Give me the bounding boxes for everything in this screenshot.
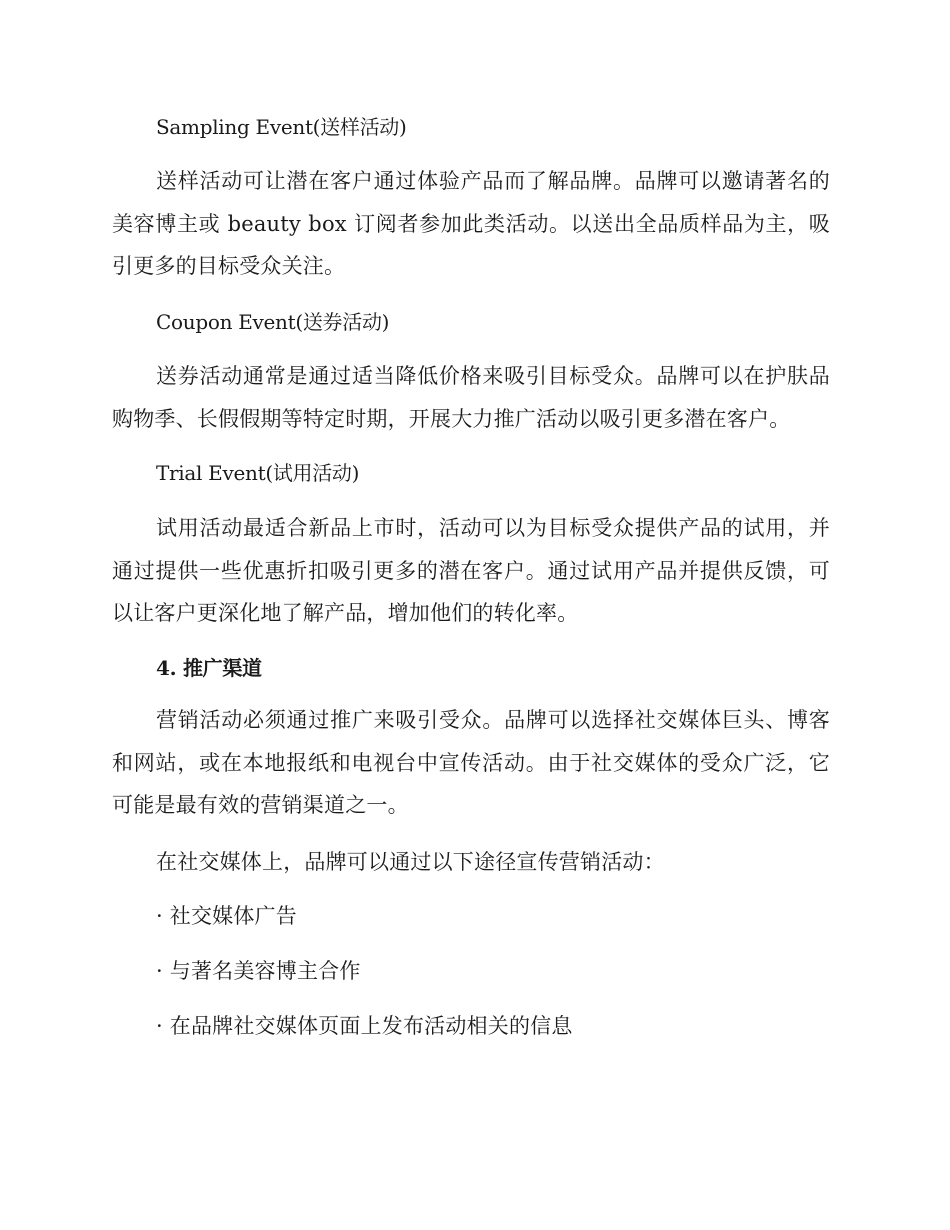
- coupon-event-heading: Coupon Event(送券活动): [156, 310, 390, 334]
- social-media-intro: 在社交媒体上，品牌可以通过以下途径宣传营销活动：: [156, 850, 665, 874]
- list-item: · 社交媒体广告: [156, 904, 297, 928]
- promotion-channels-paragraph: 营销活动必须通过推广来吸引受众。品牌可以选择社交媒体巨头、博客和网站，或在本地报纸和电视台中宣传活动。由于社交媒体的受众广泛，它可能是最有效的营销渠道之一。: [112, 708, 830, 817]
- list-item: · 在品牌社交媒体页面上发布活动相关的信息: [156, 1014, 573, 1038]
- sampling-event-heading: Sampling Event(送样活动): [156, 115, 407, 139]
- trial-event-paragraph: 试用活动最适合新品上市时，活动可以为目标受众提供产品的试用，并通过提供一些优惠折扣吸引更多的潜在客户。通过试用产品并提供反馈，可以让客户更深化地了解产品，增加他们的转化率。: [112, 516, 830, 625]
- coupon-event-paragraph: 送券活动通常是通过适当降低价格来吸引目标受众。品牌可以在护肤品购物季、长假假期等特定时期，开展大力推广活动以吸引更多潜在客户。: [112, 364, 830, 431]
- sampling-event-paragraph: 送样活动可让潜在客户通过体验产品而了解品牌。品牌可以邀请著名的美容博主或 beauty box 订阅者参加此类活动。以送出全品质样品为主，吸引更多的目标受众关注。: [112, 169, 830, 278]
- list-item: · 与著名美容博主合作: [156, 959, 361, 983]
- trial-event-heading: Trial Event(试用活动): [156, 461, 360, 485]
- promotion-channels-heading: 4. 推广渠道: [156, 656, 262, 680]
